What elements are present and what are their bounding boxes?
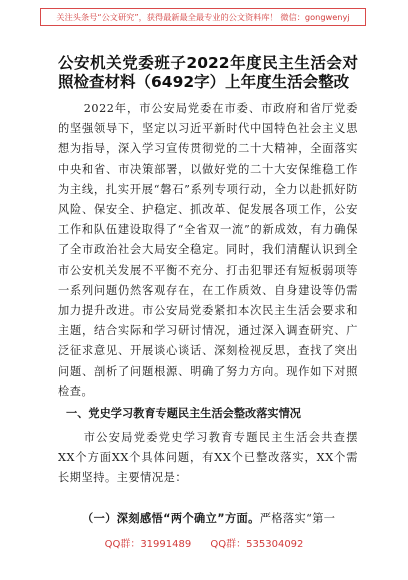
section-heading: 一、党史学习教育专题民主生活会整改落实情况 (66, 407, 301, 420)
header-banner: 关注头条号“公文研究”，获得最新最全最专业的公文资料库！ 微信：gongwenyj (40, 8, 366, 26)
footer (0, 536, 408, 554)
footer-qq-group-1: QQ群：31991489 (104, 539, 192, 550)
subsection-heading: （一）深刻感悟“两个确立”方面。 (82, 512, 260, 525)
section-body-text: 市公安局党委党史学习教育专题民主生活会共查摆XX个方面XX个具体问题，有XX个已整改落实，XX个需长期坚持。主要情况是： (58, 431, 358, 485)
footer-qq-group-2: QQ群：535304092 (210, 539, 304, 550)
subsection-line (82, 509, 358, 529)
intro-text: 2022年，市公安局党委在市委、市政府和省厅党委的坚强领导下，坚定以习近平新时代中国特色社会主义思想为指导，深入学习宣传贯彻党的二十大精神，全面落实中央和省、市决策部署，以做好党的二十大安保维稳工作为主线，扎实开展“磐石”系列专项行动，全力以赴抓好防风险、保安全、护稳定、抓改革、促发展各项工作，公安工作和队伍建设取得了“全省双一流”的新成效，有力确保了全市政治社会大局安全稳定。同时，我们清醒认识到全市公安机关发展不平衡不充分、打击犯罪还有短板弱项等一系列问题仍然客观存在，在工作质效、自身建设等仍需加力提升改进。市公安局党委紧扣本次民主生活会要求和主题，结合实际和学习研讨情况，通过深入调查研究、广泛征求意见、开展谈心谈话、深刻检视反思，查找了突出问题、剖析了问题根源、明确了努力方向。现作如下对照检查。 (58, 102, 358, 398)
subsection-text: 严格落实“第一 (259, 512, 336, 525)
document-title: 公安机关党委班子2022年度民主生活会对照检查材料（6492字）上年度生活会整改 (58, 54, 358, 91)
intro-paragraph (58, 99, 358, 402)
section-paragraph (58, 428, 358, 489)
